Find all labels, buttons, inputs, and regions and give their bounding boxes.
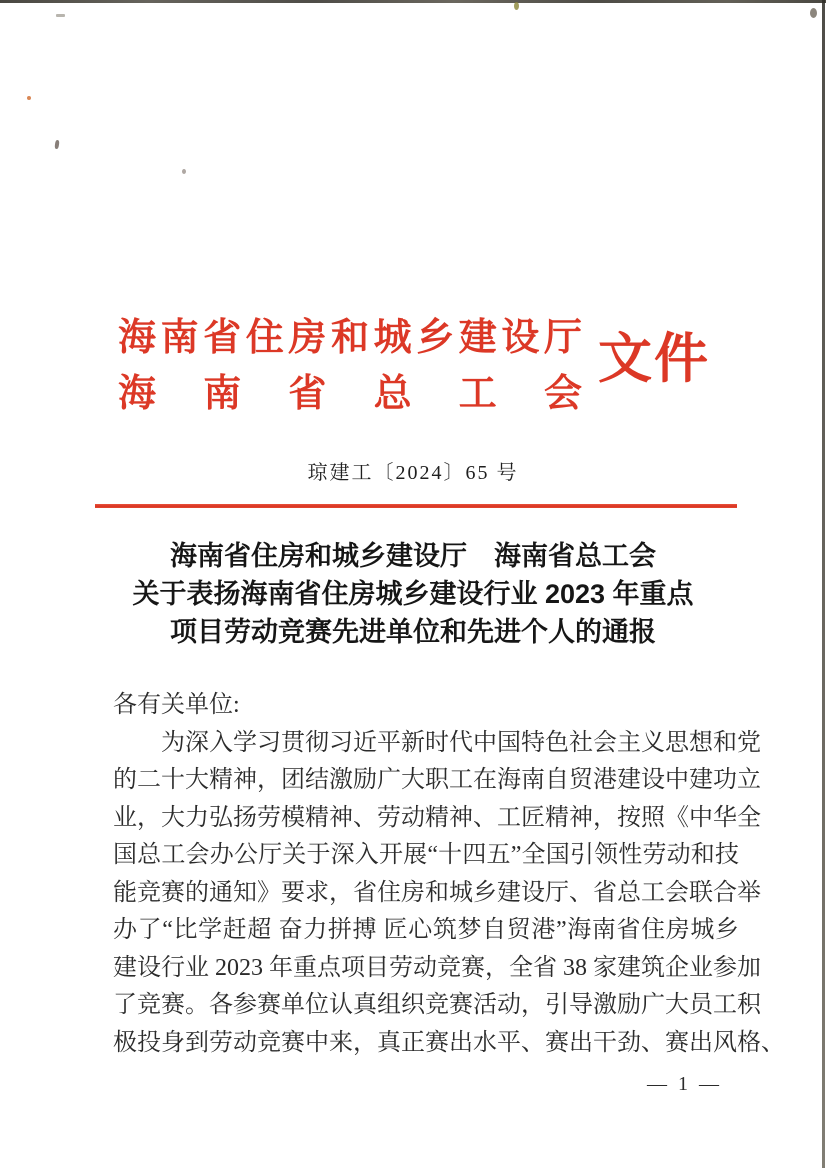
document-number: 琼建工〔2024〕65 号	[307, 462, 519, 484]
body-line: 能竞赛的通知》要求，省住房和城乡建设厅、省总工会联合举	[113, 879, 761, 906]
document-title-line1: 海南省住房和城乡建设厅 海南省总工会	[170, 541, 656, 571]
body-line: 办了“比学赶超 奋力拼搏 匠心筑梦自贸港”海南省住房城乡	[113, 917, 739, 943]
salutation: 各有关单位:	[113, 692, 240, 718]
body-line: 为深入学习贯彻习近平新时代中国特色社会主义思想和党	[161, 729, 761, 756]
letterhead-org-line2: 海南省总工会	[118, 373, 582, 415]
body-line: 了竞赛。各参赛单位认真组织竞赛活动，引导激励广大员工积	[113, 992, 761, 1018]
red-separator-rule	[95, 504, 737, 508]
body-line: 的二十大精神，团结激励广大职工在海南自贸港建设中建功立	[113, 767, 761, 793]
scan-top-edge-line	[0, 0, 826, 3]
scan-speck	[182, 169, 186, 174]
scan-speck	[54, 140, 59, 149]
body-line: 极投身到劳动竞赛中来，真正赛出水平、赛出干劲、赛出风格、	[113, 1029, 785, 1056]
body-line: 国总工会办公厅关于深入开展“十四五”全国引领性劳动和技	[113, 842, 739, 868]
document-title-line2: 关于表扬海南省住房城乡建设行业 2023 年重点	[132, 579, 694, 609]
document-title-line3: 项目劳动竞赛先进单位和先进个人的通报	[170, 617, 656, 647]
scan-right-edge-line	[822, 0, 825, 1168]
body-line: 业，大力弘扬劳模精神、劳动精神、工匠精神，按照《中华全	[113, 804, 761, 831]
document-body	[113, 687, 785, 1062]
letterhead-org-line1: 海南省住房和城乡建设厅	[118, 317, 582, 359]
document-title	[60, 537, 766, 651]
scan-speck	[514, 2, 519, 10]
page-number: — 1 —	[647, 1073, 722, 1095]
body-line: 建设行业 2023 年重点项目劳动竞赛，全省 38 家建筑企业参加	[113, 954, 761, 981]
letterhead-document-word: 文件	[598, 329, 710, 389]
scan-speck	[56, 14, 65, 17]
letterhead	[118, 310, 582, 422]
scan-speck	[27, 96, 31, 100]
scan-speck	[810, 8, 817, 18]
